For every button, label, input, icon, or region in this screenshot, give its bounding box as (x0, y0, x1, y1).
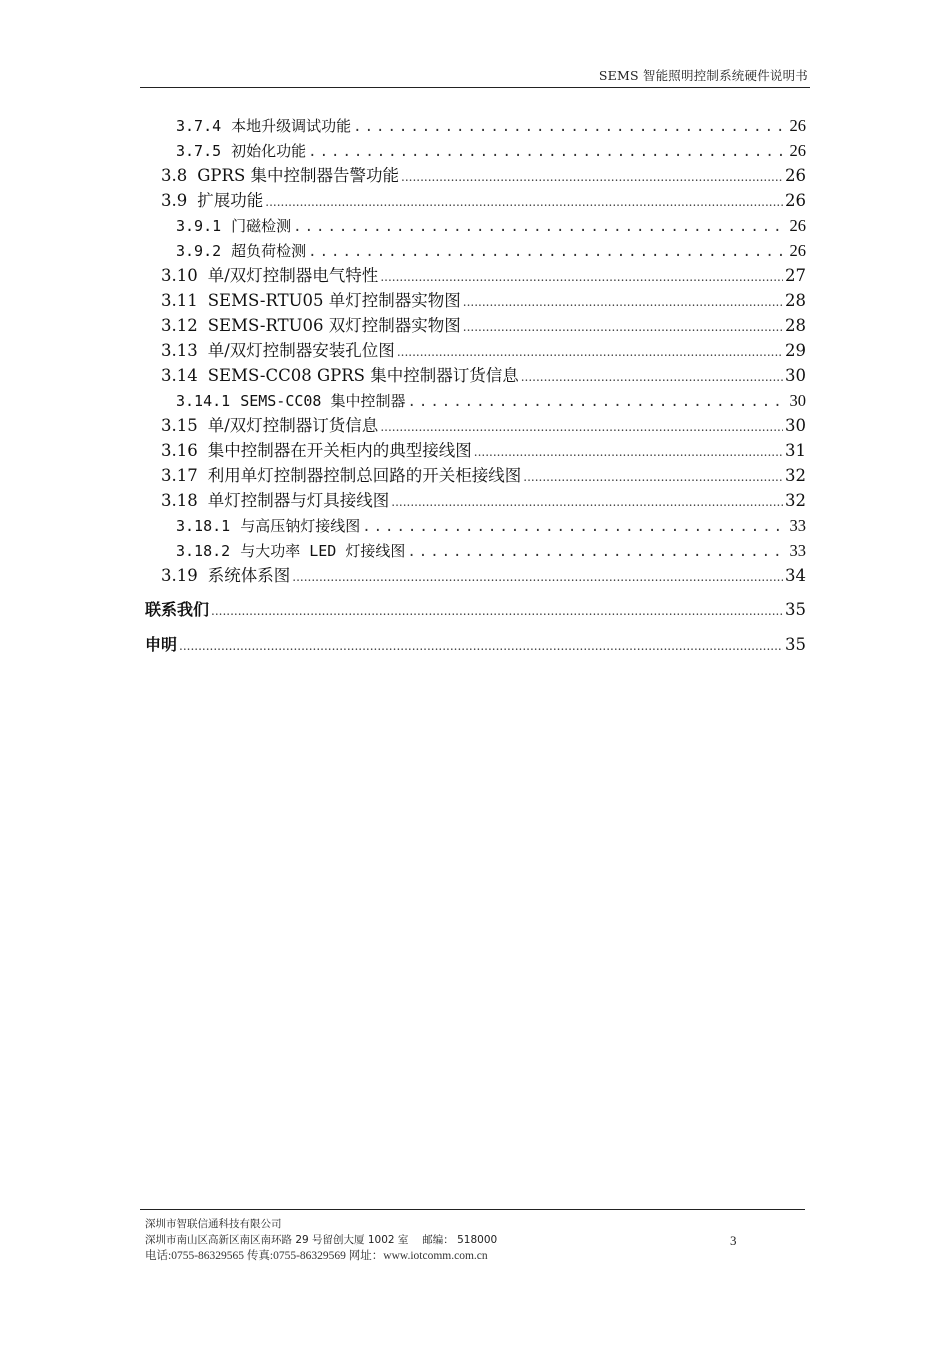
toc-entry[interactable] (176, 539, 806, 563)
toc-entry[interactable] (161, 164, 806, 188)
toc-entry-number: 3.7.4 (176, 117, 222, 135)
toc-entry-page: 33 (789, 516, 806, 535)
toc-entry-page: 35 (785, 600, 806, 619)
toc-entry[interactable] (161, 564, 806, 588)
toc-entry[interactable] (161, 339, 806, 363)
toc-entry[interactable] (176, 514, 806, 538)
toc-entry[interactable] (176, 239, 806, 263)
toc-entry[interactable] (176, 214, 806, 238)
toc-entry-page: 32 (785, 466, 806, 485)
toc-leader-dots (179, 634, 783, 657)
toc-leader-dots (463, 315, 783, 338)
toc-entry-title: 与大功率 LED 灯接线图 (240, 542, 406, 560)
toc-entry-title: GPRS 集中控制器告警功能 (197, 166, 400, 185)
toc-entry[interactable] (176, 114, 806, 138)
toc-entry[interactable] (161, 314, 806, 338)
toc-entry-title: SEMS-RTU06 双灯控制器实物图 (207, 316, 461, 335)
toc-entry-statement[interactable] (145, 633, 806, 657)
toc-entry-number: 3.18 (161, 491, 198, 510)
toc-leader-dots (293, 215, 784, 238)
toc-entry[interactable] (161, 189, 806, 213)
toc-entry-number: 3.17 (161, 466, 198, 485)
page-header-title: SEMS 智能照明控制系统硬件说明书 (598, 68, 808, 83)
toc-leader-dots (408, 390, 785, 413)
toc-entry-title: 单/双灯控制器订货信息 (207, 416, 379, 435)
toc-entry[interactable] (161, 289, 806, 313)
page-number: 3 (730, 1233, 737, 1248)
toc-entry-page: 29 (785, 341, 806, 360)
header-divider (140, 87, 810, 88)
toc-entry[interactable] (161, 464, 806, 488)
toc-entry-number: 3.12 (161, 316, 198, 335)
toc-entry-number: 3.9.1 (176, 217, 222, 235)
toc-leader-dots (308, 240, 784, 263)
toc-entry-page: 27 (785, 266, 806, 285)
toc-entry-page: 30 (785, 366, 806, 385)
footer-contact: 电话:0755-86329565 传真:0755-86329569 网址：www.iotcomm.com.cn (145, 1250, 488, 1262)
toc-entry-page: 26 (785, 191, 806, 210)
toc-entry-title: 联系我们 (145, 600, 210, 619)
toc-entry-title: 扩展功能 (197, 191, 264, 210)
toc-leader-dots (463, 290, 783, 313)
toc-entry-page: 26 (785, 166, 806, 185)
toc-entry-number: 3.9 (161, 191, 188, 210)
toc-entry[interactable] (176, 389, 806, 413)
page-footer (145, 1216, 497, 1264)
toc-entry-title: 本地升级调试功能 (231, 117, 352, 135)
toc-leader-dots (265, 190, 783, 213)
toc-entry-contact-us[interactable] (145, 598, 806, 622)
toc-leader-dots (521, 365, 783, 388)
toc-entry-number: 3.15 (161, 416, 198, 435)
toc-entry-title: SEMS-RTU05 单灯控制器实物图 (207, 291, 461, 310)
toc-leader-dots (211, 599, 783, 622)
toc-entry[interactable] (161, 414, 806, 438)
toc-entry[interactable] (161, 264, 806, 288)
toc-leader-dots (407, 540, 784, 563)
toc-entry-number: 3.18.2 (176, 542, 231, 560)
toc-entry-title: 单/双灯控制器安装孔位图 (207, 341, 395, 360)
toc-entry-number: 3.14.1 (176, 392, 231, 410)
footer-divider (140, 1209, 805, 1210)
toc-entry-page: 28 (785, 291, 806, 310)
toc-leader-dots (380, 265, 783, 288)
toc-entry-title: 利用单灯控制器控制总回路的开关柜接线图 (207, 466, 522, 485)
footer-address: 深圳市南山区高新区南区南环路 29 号留创大厦 1002 室 邮编： 518000 (145, 1234, 498, 1246)
toc-entry-title: 超负荷检测 (231, 242, 307, 260)
toc-entry[interactable] (161, 489, 806, 513)
toc-entry[interactable] (161, 364, 806, 388)
toc-leader-dots (523, 465, 783, 488)
toc-entry-title: 单/双灯控制器电气特性 (207, 266, 379, 285)
toc-leader-dots (397, 340, 783, 363)
toc-entry-page: 33 (789, 541, 806, 560)
toc-entry-number: 3.10 (161, 266, 198, 285)
toc-leader-dots (474, 440, 783, 463)
toc-leader-dots (380, 415, 783, 438)
toc-entry-page: 26 (789, 241, 806, 260)
toc-entry-title: 申明 (145, 635, 178, 654)
toc-entry-number: 3.14 (161, 366, 198, 385)
toc-entry-page: 30 (785, 416, 806, 435)
toc-entry-title: SEMS-CC08 GPRS 集中控制器订货信息 (207, 366, 519, 385)
toc-entry-number: 3.9.2 (176, 242, 222, 260)
toc-entry-page: 30 (789, 391, 806, 410)
toc-leader-dots (308, 140, 784, 163)
footer-company-name: 深圳市智联信通科技有限公司 (145, 1218, 282, 1230)
toc-entry-page: 32 (785, 491, 806, 510)
toc-entry-page: 35 (785, 635, 806, 654)
toc-entry-title: 门磁检测 (231, 217, 292, 235)
toc-leader-dots (353, 115, 784, 138)
toc-leader-dots (292, 565, 783, 588)
toc-leader-dots (401, 165, 783, 188)
toc-entry-page: 28 (785, 316, 806, 335)
toc-entry-page: 31 (785, 441, 806, 460)
toc-entry-title: 系统体系图 (207, 566, 291, 585)
toc-entry-title: 初始化功能 (231, 142, 307, 160)
toc-entry-title: SEMS-CC08 集中控制器 (240, 392, 406, 410)
toc-entry-page: 34 (785, 566, 806, 585)
toc-entry-number: 3.7.5 (176, 142, 222, 160)
toc-leader-dots (391, 490, 783, 513)
toc-entry-number: 3.8 (161, 166, 188, 185)
toc-entry-number: 3.16 (161, 441, 198, 460)
toc-entry-page: 26 (789, 216, 806, 235)
toc-entry-page: 26 (789, 116, 806, 135)
toc-entry[interactable] (161, 439, 806, 463)
toc-entry-title: 单灯控制器与灯具接线图 (207, 491, 390, 510)
toc-entry-number: 3.18.1 (176, 517, 231, 535)
toc-entry-title: 与高压钠灯接线图 (240, 517, 361, 535)
toc-entry-number: 3.19 (161, 566, 198, 585)
toc-leader-dots (362, 515, 784, 538)
toc-entry[interactable] (176, 139, 806, 163)
toc-entry-page: 26 (789, 141, 806, 160)
toc-entry-title: 集中控制器在开关柜内的典型接线图 (207, 441, 472, 460)
toc-entry-number: 3.13 (161, 341, 198, 360)
toc-entry-number: 3.11 (161, 291, 198, 310)
